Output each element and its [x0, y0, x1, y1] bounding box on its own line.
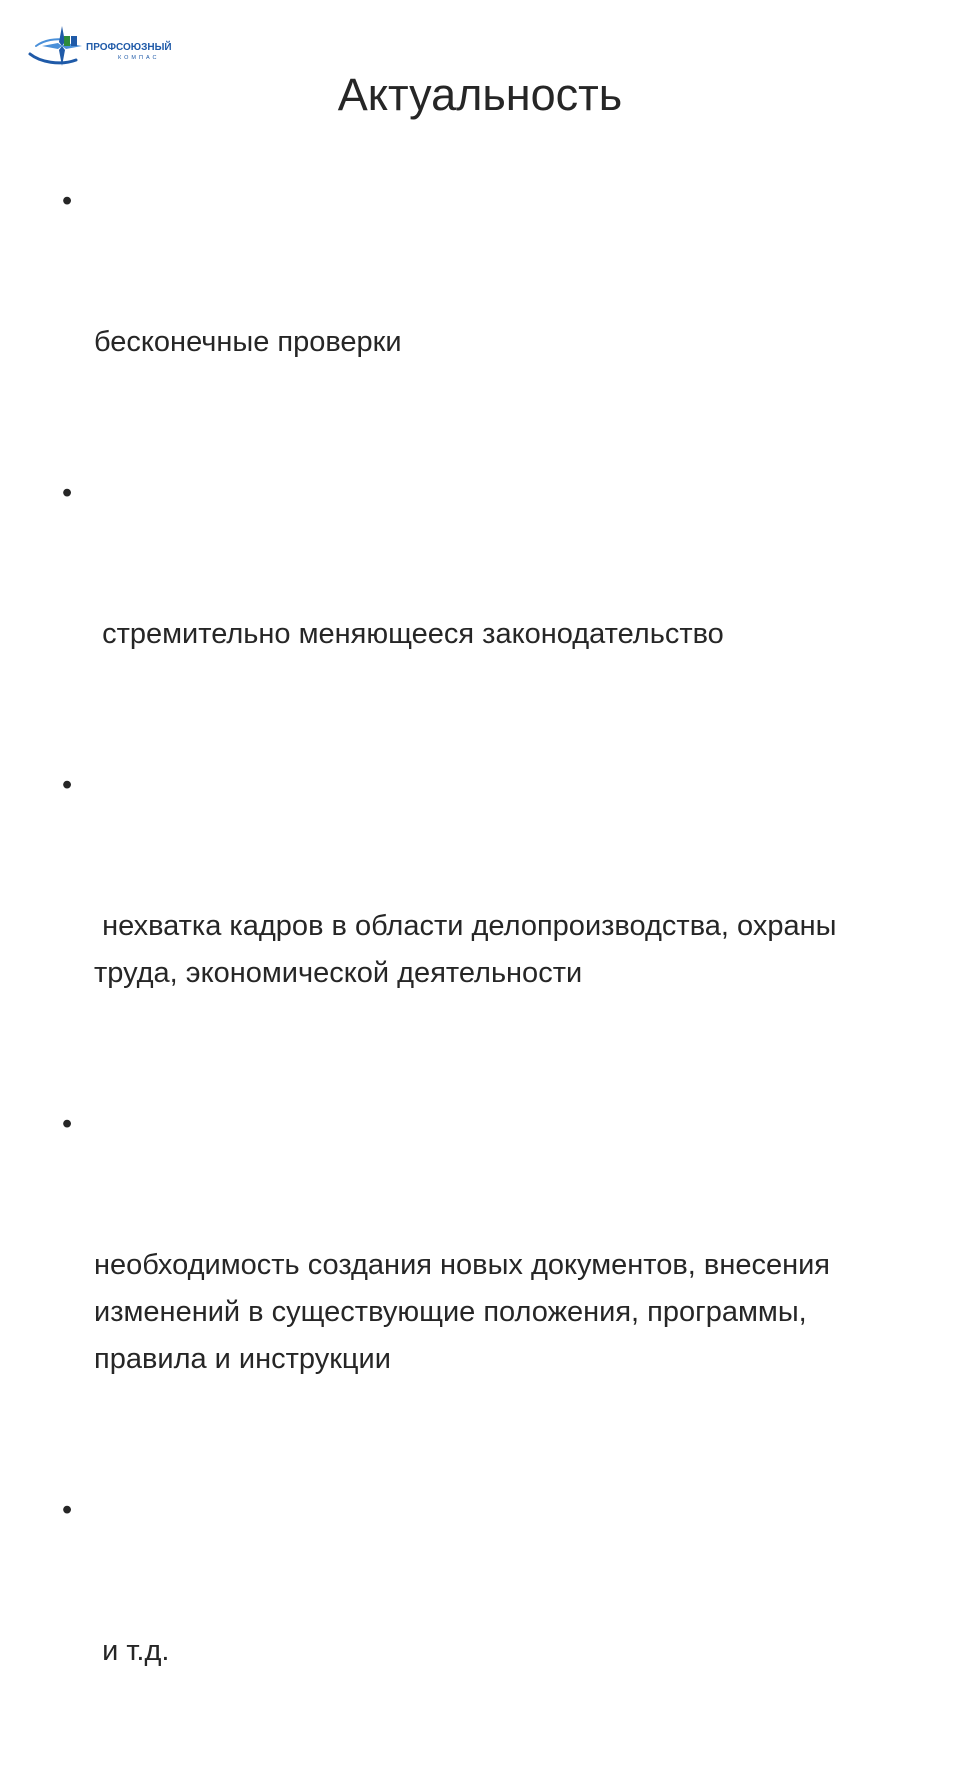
bullet-item [60, 1101, 920, 1477]
bullet-item [60, 1487, 920, 1769]
slide-title: Актуальность [337, 69, 623, 120]
bullet-item [60, 762, 920, 1091]
bullet-marker: • [62, 185, 73, 217]
bullet-text: необходимость создания новых документов, внесения изменений в существующие положения, программы, правила и инструкции [94, 1249, 839, 1375]
bullet-text: стремительно меняющееся законодательство [94, 618, 724, 650]
bullet-marker: • [62, 769, 73, 801]
logo-subtitle: КОМПАС [118, 55, 160, 61]
bullet-item [60, 470, 920, 752]
bullet-marker: • [62, 1494, 73, 1526]
bullet-text: нехватка кадров в области делопроизводства, охраны труда, экономической деятельности [94, 910, 845, 989]
bullet-marker: • [62, 1108, 73, 1140]
bullet-list [60, 178, 920, 1779]
bullet-text: бесконечные проверки [94, 326, 402, 358]
bullet-marker: • [62, 477, 73, 509]
bullet-item [60, 178, 920, 460]
bullet-text: и т.д. [94, 1635, 170, 1667]
logo-name: ПРОФСОЮЗНЫЙ [86, 42, 172, 53]
